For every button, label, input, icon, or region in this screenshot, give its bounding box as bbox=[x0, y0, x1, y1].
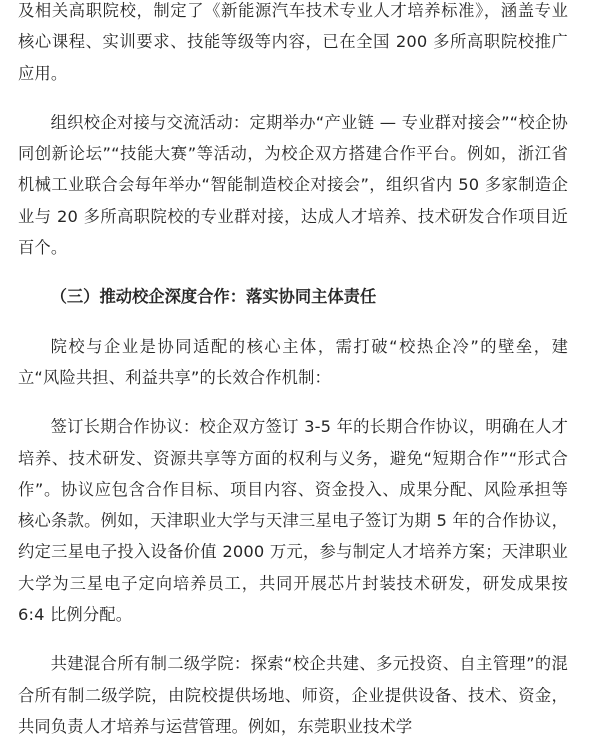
paragraph-spacer bbox=[18, 263, 568, 281]
paragraph-spacer bbox=[18, 313, 568, 331]
paragraph-exchange-activities: 组织校企对接与交流活动：定期举办“产业链 — 专业群对接会”“校企协同创新论坛”“技能大赛”等活动，为校企双方搭建合作平台。例如，浙江省机械工业联合会每年举办“智能制造校企对接会”，组织省内 50 多家制造企业与 20 多所高职院校的专业群对接，达成人才培养、技术研发合作项目近百个。 bbox=[18, 112, 568, 258]
paragraph-long-term-agreement: 签订长期合作协议：校企双方签订 3-5 年的长期合作协议，明确在人才培养、技术研发、资源共享等方面的权利与义务，避免“短期合作”“形式合作”。协议应包含合作目标、项目内容、资金投入、成果分配、风险承担等核心条款。例如，天津职业大学与天津三星电子签订为期 5 年的合作协议，约定三星电子投入设备价值 2000 万元，参与制定人才培养方案；天津职业大学为三星电子定向培养员工，共同开展芯片封装技术研发，研发成果按 6:4 比例分配。 bbox=[18, 417, 568, 625]
paragraph-spacer bbox=[18, 630, 568, 648]
paragraph-spacer bbox=[18, 393, 568, 411]
paragraph-intro: 院校与企业是协同适配的核心主体，需打破“校热企冷”的壁垒，建立“风险共担、利益共享”的长效合作机制： bbox=[18, 336, 568, 387]
paragraph-mixed-ownership: 共建混合所有制二级学院：探索“校企共建、多元投资、自主管理”的混合所有制二级学院，由院校提供场地、师资，企业提供设备、技术、资金，共同负责人才培养与运营管理。例如，东莞职业技术学 bbox=[18, 654, 568, 736]
paragraph-spacer bbox=[18, 89, 568, 107]
section-heading: （三）推动校企深度合作：落实协同主体责任 bbox=[50, 287, 377, 307]
paragraph-standards: 及相关高职院校，制定了《新能源汽车技术专业人才培养标准》，涵盖专业核心课程、实训要求、技能等级等内容，已在全国 200 多所高职院校推广应用。 bbox=[18, 1, 568, 83]
